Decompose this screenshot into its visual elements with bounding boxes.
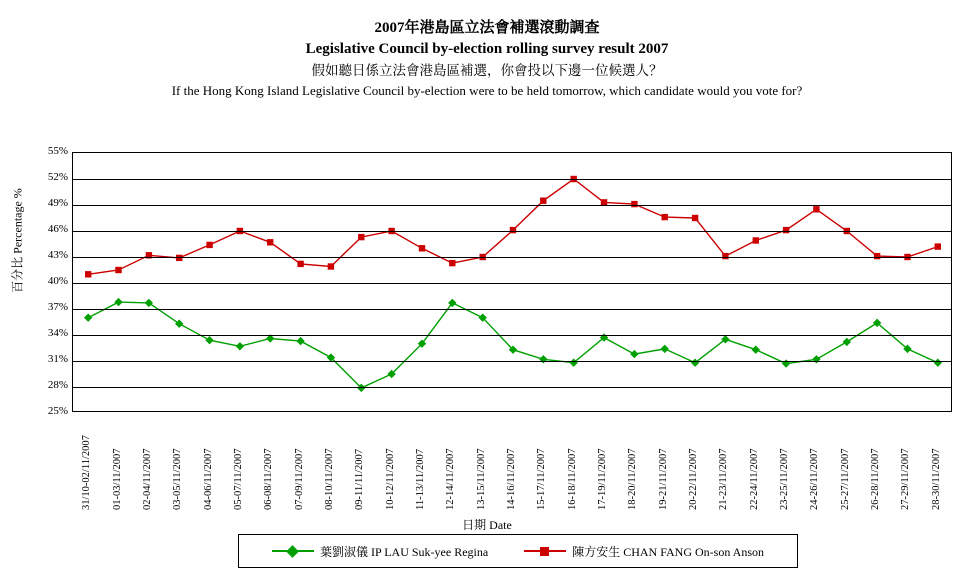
data-point-marker [935,243,941,249]
y-axis-title: 百分比 Percentage % [10,188,25,293]
gridline [73,179,951,180]
data-point-marker [812,355,820,363]
legend-label: 葉劉淑儀 IP LAU Suk-yee Regina [320,544,489,559]
data-point-marker [419,245,425,251]
y-tick-label: 43% [47,249,68,261]
gridline [73,257,951,258]
y-tick-label: 46% [47,223,68,235]
data-point-marker [145,299,153,307]
data-point-marker [115,267,121,273]
x-tick-label: 19-21/11/2007 [657,448,669,510]
data-point-marker [296,337,304,345]
data-point-marker [449,260,455,266]
chart-titles [0,18,974,101]
data-point-marker [358,234,364,240]
x-tick-label: 10-12/11/2007 [384,448,396,510]
data-point-marker [328,263,334,269]
x-tick-label: 23-25/11/2007 [779,448,791,510]
x-tick-label: 13-15/11/2007 [475,448,487,510]
x-tick-label: 02-04/11/2007 [141,448,153,510]
data-point-marker [175,320,183,328]
gridline [73,283,951,284]
x-tick-label: 22-24/11/2007 [748,448,760,510]
gridline [73,387,951,388]
data-point-marker [205,336,213,344]
gridline [73,231,951,232]
x-tick-label: 05-07/11/2007 [232,448,244,510]
question-chinese: 假如聽日係立法會港島區補選，你會投以下邊一位候選人？ [311,63,663,78]
question-english: If the Hong Kong Island Legislative Council by-election were to be held tomorrow, which candidate would you vote for? [171,83,803,98]
y-tick-label: 25% [47,405,68,417]
x-axis-title: 日期 Date [462,518,512,532]
data-point-marker [692,215,698,221]
y-tick-label: 49% [47,197,68,209]
legend-label: 陳方安生 CHAN FANG On-son Anson [572,544,764,559]
data-point-marker [540,198,546,204]
legend-diamond-icon [272,545,314,557]
data-point-marker [752,346,760,354]
data-point-marker [267,239,273,245]
x-tick-label: 24-26/11/2007 [809,448,821,510]
x-tick-label: 04-06/11/2007 [202,448,214,510]
x-tick-label: 03-05/11/2007 [172,448,184,510]
x-tick-label: 17-19/11/2007 [597,448,609,510]
y-axis-tick-labels [22,145,68,417]
data-point-marker [114,298,122,306]
x-tick-label: 08-10/11/2007 [323,448,335,510]
x-axis-tick-labels [72,414,952,512]
data-point-marker [934,359,942,367]
y-tick-label: 55% [47,145,68,157]
x-tick-label: 12-14/11/2007 [445,448,457,510]
x-tick-label: 14-16/11/2007 [506,448,517,510]
chart-legend [238,534,798,568]
y-tick-label: 40% [47,275,68,287]
x-tick-label: 20-22/11/2007 [688,448,700,510]
data-point-marker [539,355,547,363]
x-tick-label: 27-29/11/2007 [900,448,912,510]
data-point-marker [813,206,819,212]
x-tick-label: 06-08/11/2007 [263,448,275,510]
y-tick-label: 28% [47,379,68,391]
gridline [73,205,951,206]
legend-square-icon [524,545,566,557]
x-tick-label: 31/10-02/11/2007 [81,435,93,510]
data-point-marker [297,261,303,267]
data-point-marker [206,242,212,248]
x-tick-label: 26-28/11/2007 [870,448,882,510]
title-chinese: 2007年港島區立法會補選滾動調查 [374,20,600,36]
gridline [73,361,951,362]
x-tick-label: 21-23/11/2007 [718,448,730,510]
data-point-marker [661,345,669,353]
x-tick-label: 15-17/11/2007 [536,448,548,510]
x-tick-label: 11-13/11/2007 [414,448,426,510]
legend-item [272,543,488,560]
x-tick-label: 16-18/11/2007 [566,448,578,510]
x-tick-label: 18-20/11/2007 [627,448,639,510]
data-point-marker [84,313,92,321]
legend-item [524,543,764,560]
y-tick-label: 52% [47,171,68,183]
series-line [88,302,938,388]
title-english: Legislative Council by-election rolling survey result 2007 [305,41,669,57]
y-tick-label: 37% [47,301,68,313]
data-point-marker [843,338,851,346]
x-tick-label: 09-11/11/2007 [354,448,366,510]
x-tick-label: 01-03/11/2007 [111,448,123,510]
data-point-marker [85,271,91,277]
data-point-marker [753,237,759,243]
series-line [88,179,938,274]
plot-area [72,152,952,412]
data-point-marker [236,342,244,350]
gridline [73,335,951,336]
data-point-marker [662,214,668,220]
gridline [73,309,951,310]
x-tick-label: 07-09/11/2007 [293,448,305,510]
y-tick-label: 31% [47,353,68,365]
data-point-marker [630,350,638,358]
x-tick-label: 28-30/11/2007 [930,448,942,510]
y-tick-label: 34% [47,327,68,339]
x-tick-label: 25-27/11/2007 [839,448,851,510]
